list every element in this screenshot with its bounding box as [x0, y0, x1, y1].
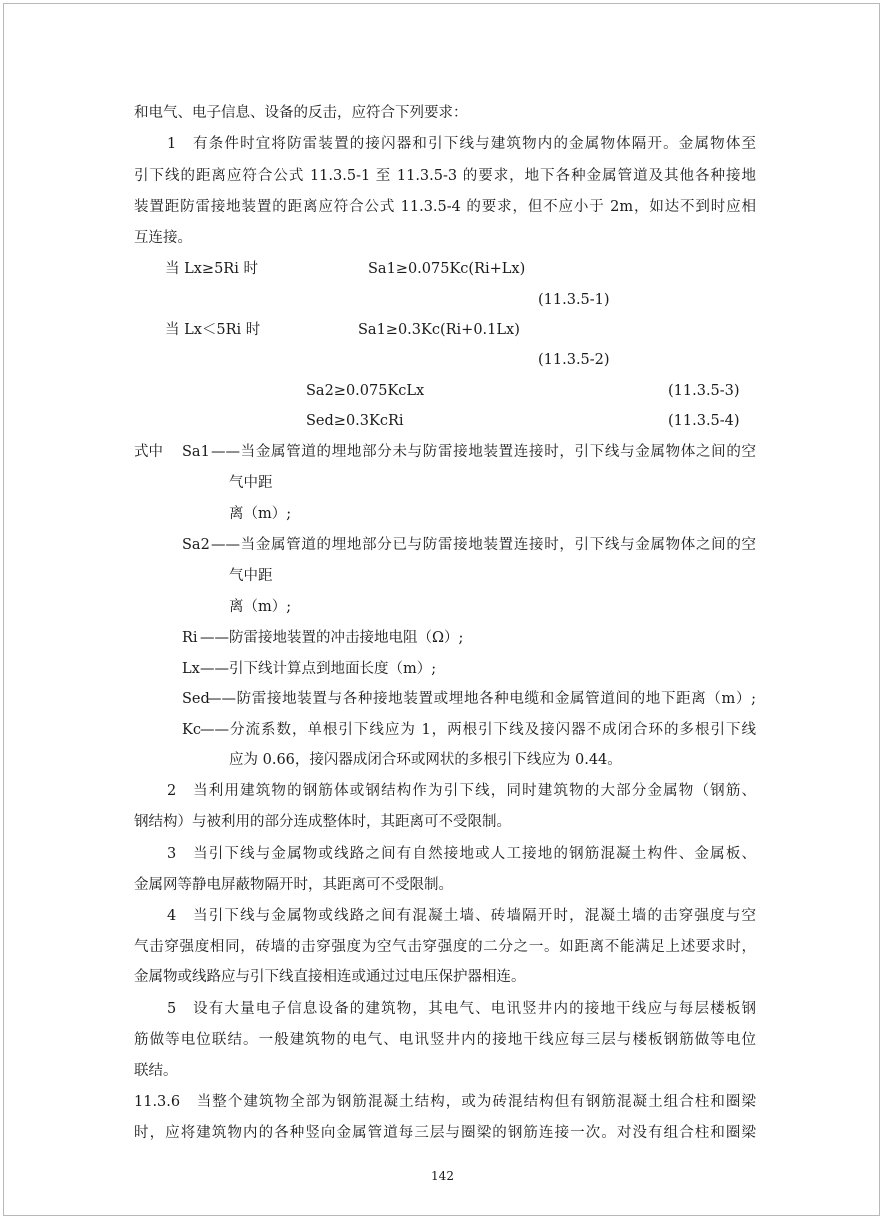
- symbol-sed: Sed: [182, 691, 210, 707]
- text-line: 互连接。: [134, 230, 192, 246]
- symbol-sa2: Sa2: [182, 537, 210, 553]
- definition-text: 气中距: [229, 568, 273, 584]
- definition-text: ——当金属管道的埋地部分未与防雷接地装置连接时，引下线与金属物体之间的空: [211, 444, 756, 460]
- equation-number: (11.3.5-1): [538, 292, 610, 308]
- equation-number: (11.3.5-3): [668, 383, 740, 399]
- text-line: 时，应将建筑物内的各种竖向金属管道每三层与圈梁的钢筋连接一次。对没有组合柱和圈梁: [134, 1125, 756, 1141]
- formula: Sa1≥0.075Kc(Ri+Lx): [368, 261, 526, 277]
- text-line: 筋做等电位联结。一般建筑物的电气、电讯竖井内的接地干线应每三层与楼板钢筋做等电位: [134, 1032, 756, 1048]
- definition-text: 离（m）;: [229, 506, 292, 522]
- formula-condition: 当 Lx≥5Ri 时: [165, 261, 258, 277]
- symbol-sa1: Sa1: [182, 444, 210, 460]
- formula: Sa2≥0.075KcLx: [306, 383, 425, 399]
- text-line: 4 当引下线与金属物或线路之间有混凝土墙、砖墙隔开时，混凝土墙的击穿强度与空: [167, 908, 756, 924]
- text-line: 5 设有大量电子信息设备的建筑物，其电气、电讯竖井内的接地干线应与每层楼板钢: [167, 1001, 756, 1017]
- definition-text: 气中距: [229, 475, 273, 491]
- page-number: 142: [431, 1169, 454, 1183]
- text-line: 钢结构）与被利用的部分连成整体时，其距离可不受限制。: [134, 814, 511, 830]
- formula: Sed≥0.3KcRi: [306, 413, 404, 429]
- definition-text: 应为 0.66，接闪器成闭合环或网状的多根引下线应为 0.44。: [229, 752, 622, 768]
- definition-text: ——引下线计算点到地面长度（m）;: [200, 661, 437, 677]
- equation-number: (11.3.5-4): [668, 413, 740, 429]
- text-line: 联结。: [134, 1063, 178, 1079]
- definition-text: ——防雷接地装置的冲击接地电阻（Ω）;: [200, 630, 464, 646]
- formula-condition: 当 Lx＜5Ri 时: [165, 322, 261, 338]
- definition-text: ——当金属管道的埋地部分已与防雷接地装置连接时，引下线与金属物体之间的空: [211, 537, 756, 553]
- formula: Sa1≥0.3Kc(Ri+0.1Lx): [358, 322, 520, 338]
- text-line: 金属物或线路应与引下线直接相连或通过过电压保护器相连。: [134, 969, 526, 985]
- symbol-ri: Ri: [182, 630, 198, 646]
- symbol-kc: Kc: [182, 722, 201, 738]
- text-line: 2 当利用建筑物的钢筋体或钢结构作为引下线，同时建筑物的大部分金属物（钢筋、: [167, 783, 756, 799]
- equation-number: (11.3.5-2): [538, 352, 610, 368]
- text-line: 和电气、电子信息、设备的反击，应符合下列要求：: [134, 105, 468, 121]
- text-line: 3 当引下线与金属物或线路之间有自然接地或人工接地的钢筋混凝土构件、金属板、: [167, 846, 756, 862]
- text-line: 装置距防雷接地装置的距离应符合公式 11.3.5-4 的要求，但不应小于 2m，如达不到时应相: [134, 199, 756, 215]
- text-line: 金属网等静电屏蔽物隔开时，其距离可不受限制。: [134, 877, 453, 893]
- definitions-intro: 式中: [134, 444, 163, 460]
- text-line: 引下线的距离应符合公式 11.3.5-1 至 11.3.5-3 的要求，地下各种金属管道及其他各种接地: [134, 168, 756, 184]
- definition-text: ——分流系数，单根引下线应为 1，两根引下线及接闪器不成闭合环的多根引下线: [200, 722, 756, 738]
- definition-text: 离（m）;: [229, 599, 292, 615]
- symbol-lx: Lx: [182, 661, 200, 677]
- text-line: 11.3.6 当整个建筑物全部为钢筋混凝土结构，或为砖混结构但有钢筋混凝土组合柱和圈梁: [134, 1094, 756, 1110]
- text-line: 气击穿强度相同，砖墙的击穿强度为空气击穿强度的二分之一。如距离不能满足上述要求时，: [134, 939, 756, 955]
- text-line: 1 有条件时宜将防雷装置的接闪器和引下线与建筑物内的金属物体隔开。金属物体至: [167, 136, 756, 152]
- definition-text: ——防雷接地装置与各种接地装置或埋地各种电缆和金属管道间的地下距离（m）;: [207, 691, 756, 707]
